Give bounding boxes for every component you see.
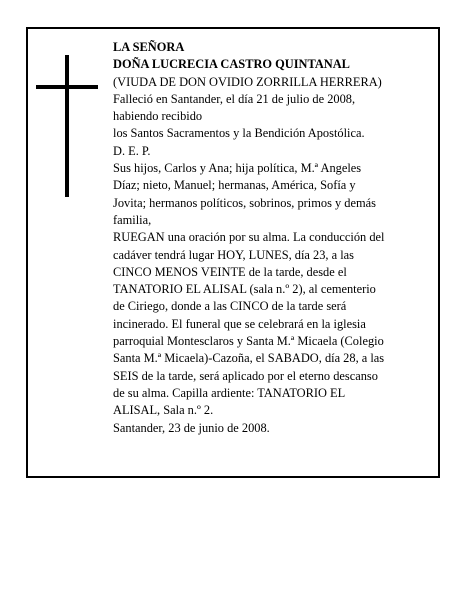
notice-line: de Ciriego, donde a las CINCO de la tarde será (113, 299, 347, 314)
cross-icon (36, 55, 98, 197)
notice-line: habiendo recibido (113, 109, 203, 124)
notice-line: Santander, 23 de junio de 2008. (113, 420, 270, 435)
notice-line: (VIUDA DE DON OVIDIO ZORRILLA HERRERA) (113, 74, 382, 89)
notice-line: CINCO MENOS VEINTE de la tarde, desde el (113, 264, 347, 279)
notice-line: D. E. P. (113, 143, 151, 158)
notice-line: los Santos Sacramentos y la Bendición Apostólica. (113, 126, 365, 141)
obituary-text (113, 39, 418, 437)
notice-line: incinerado. El funeral que se celebrará en la iglesia (113, 316, 366, 331)
notice-line: Falleció en Santander, el día 21 de julio de 2008, (113, 91, 356, 106)
notice-line: Sus hijos, Carlos y Ana; hija política, M.ª Angeles (113, 161, 362, 176)
notice-line: Jovita; hermanos políticos, sobrinos, primos y demás (113, 195, 376, 210)
notice-line: de su alma. Capilla ardiente: TANATORIO EL (113, 385, 346, 400)
notice-line: LA SEÑORA (113, 40, 185, 54)
cross-vertical-bar (65, 55, 69, 197)
notice-line: DOÑA LUCRECIA CASTRO QUINTANAL (113, 57, 350, 72)
notice-line: parroquial Montesclaros y Santa M.ª Micaela (Colegio (113, 334, 384, 349)
notice-line: TANATORIO EL ALISAL (sala n.º 2), al cementerio (113, 282, 376, 297)
notice-line: Díaz; nieto, Manuel; hermanas, América, Sofía y (113, 178, 356, 193)
notice-line: ALISAL, Sala n.º 2. (113, 403, 214, 418)
notice-line: familia, (113, 212, 152, 227)
notice-line: SEIS de la tarde, será aplicado por el eterno descanso (113, 368, 378, 383)
notice-line: RUEGAN una oración por su alma. La conducción del (113, 230, 385, 245)
cross-horizontal-bar (36, 85, 98, 89)
notice-line: cadáver tendrá lugar HOY, LUNES, día 23, a las (113, 247, 354, 262)
notice-line: Santa M.ª Micaela)-Cazoña, el SABADO, día 28, a las (113, 351, 385, 366)
